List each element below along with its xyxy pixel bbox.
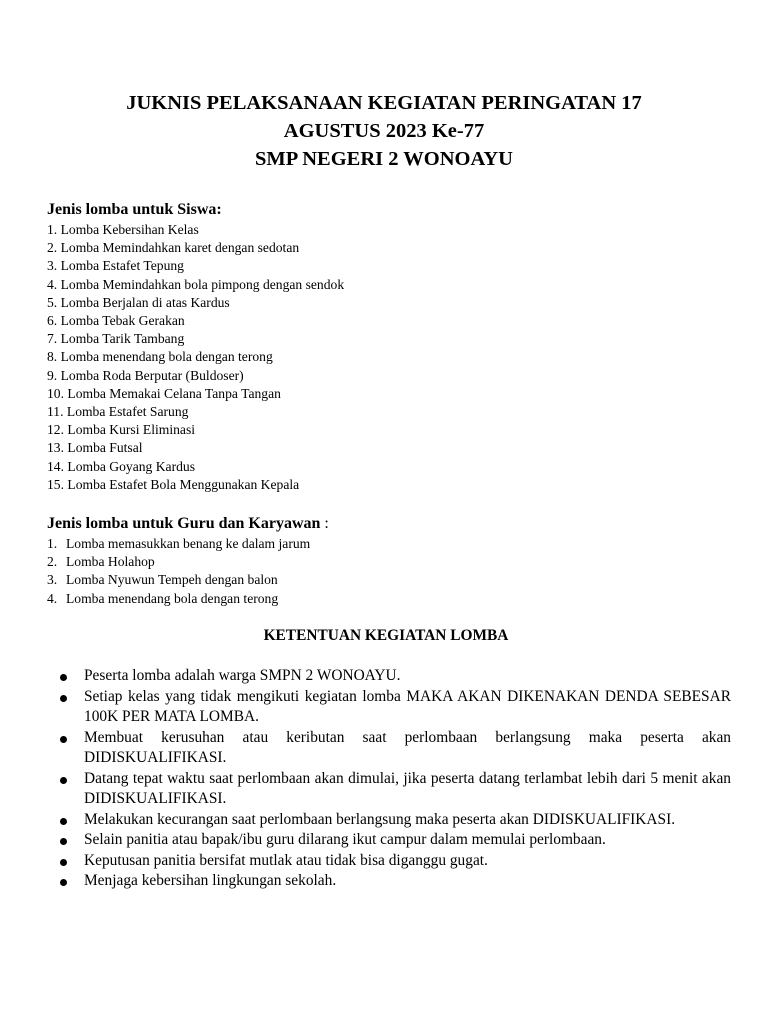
- guru-heading-colon: :: [320, 515, 329, 532]
- list-item: 12. Lomba Kursi Eliminasi: [47, 422, 196, 438]
- siswa-list: [47, 221, 737, 494]
- list-number: 2.: [47, 554, 58, 570]
- list-item: 14. Lomba Goyang Kardus: [47, 458, 195, 474]
- rule-item: [55, 769, 731, 810]
- rule-text: Peserta lomba adalah warga SMPN 2 WONOAYU.: [84, 667, 401, 684]
- title-line-1: JUKNIS PELAKSANAAN KEGIATAN PERINGATAN 17: [126, 92, 642, 114]
- list-text: Lomba Holahop: [66, 554, 155, 570]
- list-item: 10. Lomba Memakai Celana Tanpa Tangan: [47, 385, 281, 401]
- list-item: 13. Lomba Futsal: [47, 440, 143, 456]
- list-number: 3.: [47, 572, 58, 588]
- guru-heading-text: Jenis lomba untuk Guru dan Karyawan: [47, 515, 321, 532]
- guru-heading: [47, 513, 737, 535]
- bullet-icon: [60, 736, 67, 743]
- list-text: Lomba menendang bola dengan terong: [66, 590, 279, 606]
- bullet-icon: [60, 838, 67, 845]
- list-item: 15. Lomba Estafet Bola Menggunakan Kepala: [47, 476, 300, 492]
- siswa-section: [47, 199, 737, 494]
- list-item: 9. Lomba Roda Berputar (Buldoser): [47, 367, 244, 383]
- rule-item: [55, 830, 731, 851]
- rule-text: Membuat kerusuhan atau keributan saat perlombaan berlangsung maka peserta akan DIDISKUALIFIKASI.: [84, 728, 731, 766]
- rule-text: Keputusan panitia bersifat mutlak atau tidak bisa diganggu gugat.: [84, 851, 488, 869]
- list-number: 1.: [47, 536, 58, 551]
- rule-text: Selain panitia atau bapak/ibu guru dilarang ikut campur dalam memulai perlombaan.: [84, 831, 606, 848]
- rule-item: [55, 871, 731, 892]
- bullet-icon: [60, 695, 67, 702]
- list-item: 6. Lomba Tebak Gerakan: [47, 313, 185, 329]
- list-item: [47, 571, 737, 589]
- list-item: 7. Lomba Tarik Tambang: [47, 331, 185, 347]
- list-item: [47, 590, 737, 608]
- rule-item: [55, 810, 731, 831]
- list-item: 2. Lomba Memindahkan karet dengan sedotan: [47, 240, 300, 256]
- bullet-icon: [60, 818, 67, 825]
- rule-text: Melakukan kecurangan saat perlombaan berlangsung maka peserta akan DIDISKUALIFIKASI.: [84, 810, 676, 828]
- list-number: 4.: [47, 590, 58, 606]
- bullet-icon: [60, 777, 67, 784]
- rule-item: [55, 666, 731, 687]
- siswa-heading: Jenis lomba untuk Siswa:: [47, 201, 222, 218]
- title-line-3: SMP NEGERI 2 WONOAYU: [254, 148, 513, 170]
- title-line-2: AGUSTUS 2023 Ke-77: [283, 120, 485, 142]
- bullet-icon: [60, 879, 67, 886]
- list-item: [47, 535, 737, 553]
- bullet-icon: [60, 674, 67, 681]
- rule-text: Setiap kelas yang tidak mengikuti kegiatan lomba MAKA AKAN DIKENAKAN DENDA SEBESAR 100K PER MATA LOMBA.: [84, 687, 731, 725]
- bullet-icon: [60, 859, 67, 866]
- rule-item: [55, 728, 731, 769]
- list-item: 3. Lomba Estafet Tepung: [47, 258, 184, 274]
- rule-text: Menjaga kebersihan lingkungan sekolah.: [84, 872, 337, 889]
- list-item: [47, 553, 737, 571]
- list-item: 11. Lomba Estafet Sarung: [47, 404, 189, 420]
- list-item: 8. Lomba menendang bola dengan terong: [47, 349, 273, 365]
- rule-item: [55, 851, 731, 872]
- guru-list: [47, 535, 737, 608]
- list-text: Lomba memasukkan benang ke dalam jarum: [66, 536, 311, 551]
- list-item: 5. Lomba Berjalan di atas Kardus: [47, 294, 230, 310]
- rules-list: [55, 666, 731, 892]
- document-title: [40, 89, 728, 173]
- list-item: 1. Lomba Kebersihan Kelas: [47, 222, 199, 237]
- guru-section: [47, 513, 737, 608]
- list-text: Lomba Nyuwun Tempeh dengan balon: [66, 572, 278, 588]
- rule-text: Datang tepat waktu saat perlombaan akan dimulai, jika peserta datang terlambat lebih dari 5 menit akan DIDISKUALIFIKASI.: [84, 769, 731, 807]
- ketentuan-heading: KETENTUAN KEGIATAN LOMBA: [263, 627, 509, 644]
- list-item: 4. Lomba Memindahkan bola pimpong dengan sendok: [47, 276, 345, 292]
- rule-item: [55, 687, 731, 728]
